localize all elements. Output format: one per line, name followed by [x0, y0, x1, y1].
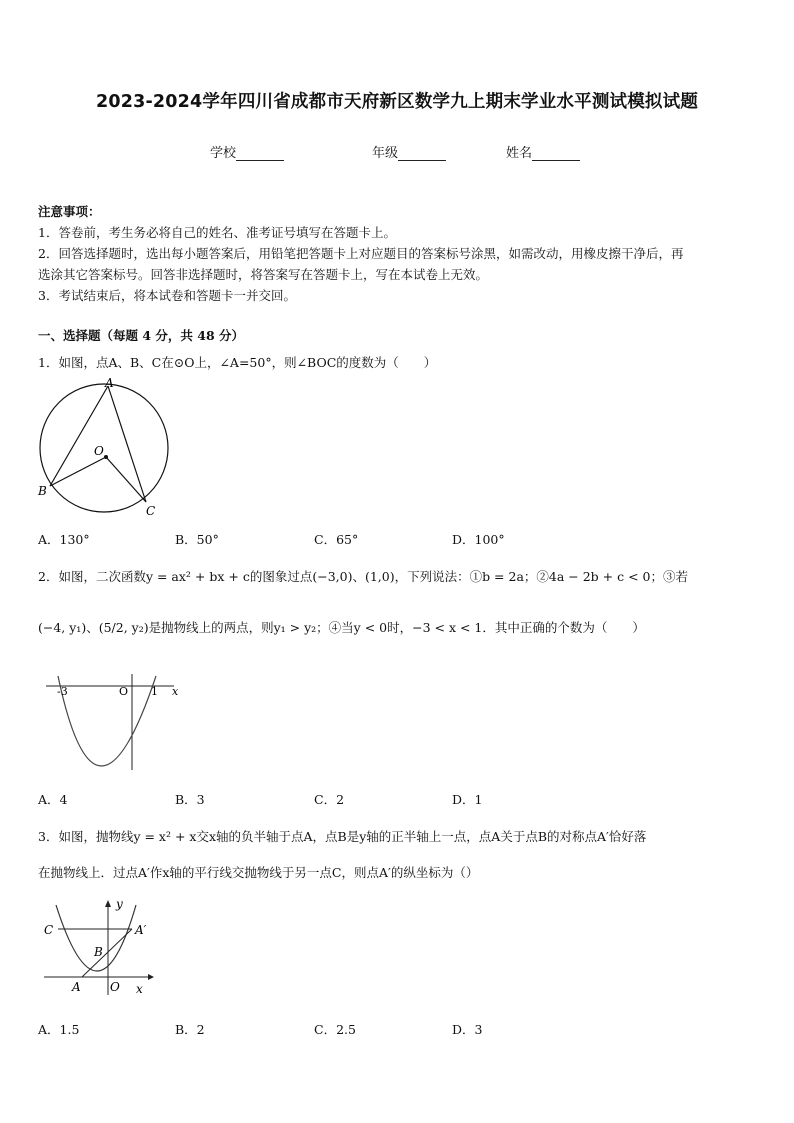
notice-item-2-line-1: 2．回答选择题时，选出每小题答案后，用铅笔把答题卡上对应题目的答案标号涂黑，如需改动，用橡皮擦干净后，再 [38, 246, 684, 261]
question-3-line-2: 在抛物线上．过点A′作x轴的平行线交抛物线于另一点C，则点A′的纵坐标为（） [38, 865, 479, 880]
q2-option-b[interactable]: B．3 [175, 792, 205, 807]
x-axis-arrow [148, 974, 154, 980]
notice-item-1: 1．答卷前，考生务必将自己的姓名、准考证号填写在答题卡上。 [38, 225, 396, 240]
school-label: 学校 [210, 146, 237, 161]
label-o: O [94, 444, 104, 458]
parabola-curve [58, 676, 156, 766]
name-label: 姓名 [506, 146, 533, 161]
radius-oc [106, 457, 146, 502]
parabola-figure-3 [36, 895, 166, 997]
grade-field [372, 142, 446, 161]
label-y: y [116, 897, 123, 911]
circle-figure [36, 378, 176, 520]
label-minus-3: -3 [57, 685, 68, 698]
label-a: A [105, 378, 114, 390]
section-heading: 一、选择题（每题 4 分，共 48 分） [38, 328, 245, 343]
label-one: 1 [151, 685, 158, 698]
question-2-line-2: (−4, y₁)、(5/2, y₂)是抛物线上的两点，则y₁ > y₂；④当y < 0时，−3 < x < 1．其中正确的个数为（ ） [38, 620, 645, 635]
circle-o [40, 384, 168, 512]
school-field [210, 142, 284, 161]
parabola-figure-2 [36, 672, 186, 772]
school-blank [236, 146, 284, 161]
chord-ac [108, 386, 146, 502]
q3-option-a[interactable]: A．1.5 [38, 1022, 80, 1037]
q2-option-d[interactable]: D．1 [452, 792, 483, 807]
grade-label: 年级 [372, 146, 399, 161]
grade-blank [398, 146, 446, 161]
q2-option-c[interactable]: C．2 [314, 792, 345, 807]
label-origin: O [119, 685, 129, 698]
page-title: 2023-2024学年四川省成都市天府新区数学九上期末学业水平测试模拟试题 [95, 92, 699, 112]
question-2-line-1: 2．如图，二次函数y = ax² + bx + c的图象过点(−3,0)、(1,0)，下列说法：①b = 2a；②4a − 2b + c < 0；③若 [38, 569, 688, 584]
q1-option-a[interactable]: A．130° [38, 532, 90, 547]
label-o: O [110, 980, 120, 994]
label-b: B [38, 484, 47, 498]
label-c: C [44, 923, 54, 937]
q3-option-b[interactable]: B．2 [175, 1022, 205, 1037]
question-3-line-1: 3．如图，抛物线y = x² + x交x轴的负半轴于点A，点B是y轴的正半轴上一点，点A关于点B的对称点A′恰好落 [38, 829, 647, 844]
notice-item-3: 3．考试结束后，将本试卷和答题卡一并交回。 [38, 288, 296, 303]
label-x: x [172, 685, 179, 698]
question-1-text: 1．如图，点A、B、C在⊙O上，∠A=50°，则∠BOC的度数为（ ） [38, 355, 437, 370]
label-a: A [72, 980, 81, 994]
parabola-curve [56, 905, 136, 971]
notice-heading: 注意事项： [38, 204, 101, 219]
q1-option-b[interactable]: B．50° [175, 532, 219, 547]
q1-option-c[interactable]: C．65° [314, 532, 359, 547]
notice-item-2-line-2: 选涂其它答案标号。回答非选择题时，将答案写在答题卡上，写在本试卷上无效。 [38, 267, 489, 282]
label-c: C [146, 504, 156, 518]
line-aa [82, 929, 132, 977]
q3-option-c[interactable]: C．2.5 [314, 1022, 356, 1037]
y-axis-arrow [105, 900, 111, 907]
label-b: B [94, 945, 103, 959]
label-a-prime: A′ [135, 923, 147, 937]
q2-option-a[interactable]: A．4 [38, 792, 68, 807]
q1-option-d[interactable]: D．100° [452, 532, 505, 547]
name-field [506, 142, 580, 161]
center-point [104, 455, 108, 459]
name-blank [532, 146, 580, 161]
label-x: x [136, 982, 143, 996]
q3-option-d[interactable]: D．3 [452, 1022, 483, 1037]
